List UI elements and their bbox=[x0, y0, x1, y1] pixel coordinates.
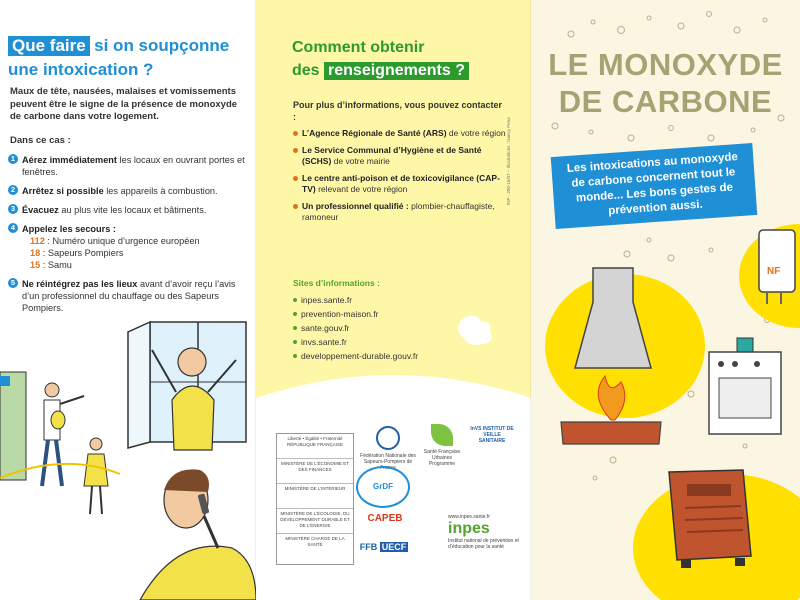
fnspf-text: Fédération Nationale des Sapeurs-Pompiers de France bbox=[360, 453, 416, 471]
site-link-text: prevention-maison.fr bbox=[301, 309, 379, 319]
step-item bbox=[8, 278, 252, 314]
left-heading-text: si on soupçonne bbox=[94, 36, 230, 55]
sites-heading: Sites d’informations : bbox=[293, 278, 380, 288]
site-link-text: inpes.sante.fr bbox=[301, 295, 353, 305]
fnspf-emblem-icon bbox=[376, 426, 400, 450]
step-item bbox=[8, 223, 252, 271]
bullet-icon bbox=[293, 326, 297, 330]
ffb-uecf-logo bbox=[356, 540, 412, 554]
contact-item bbox=[293, 128, 511, 139]
leaf-icon bbox=[431, 424, 453, 446]
step-item bbox=[8, 154, 252, 178]
bullet-icon bbox=[293, 204, 298, 209]
bullet-icon bbox=[293, 298, 297, 302]
contact-text: relevant de votre région bbox=[315, 184, 408, 194]
rf-cell: MINISTÈRE DE L’ÉCONOMIE ET DES FINANCES bbox=[277, 459, 353, 484]
step-item bbox=[8, 185, 252, 197]
middle-intro: Pour plus d’informations, vous pouvez contacter : bbox=[293, 100, 503, 122]
republique-francaise-logo bbox=[276, 433, 354, 565]
step-bold: Évacuez bbox=[22, 205, 59, 215]
step-text: les appareils à combustion. bbox=[103, 186, 218, 196]
emergency-label: : Sapeurs Pompiers bbox=[40, 248, 124, 258]
steps-list bbox=[8, 154, 252, 321]
cases-label: Dans ce cas : bbox=[10, 135, 71, 146]
step-number: 4 bbox=[8, 223, 18, 233]
smoke-puff-icon bbox=[458, 315, 492, 345]
step-item bbox=[8, 204, 252, 216]
opening-window-illustration bbox=[128, 322, 246, 450]
emergency-item bbox=[30, 235, 252, 247]
step-text: au plus vite les locaux et bâtiments. bbox=[58, 205, 207, 215]
contact-text: plombier-chauffagiste, ramoneur bbox=[302, 201, 495, 222]
capeb-logo: CAPEB bbox=[367, 513, 403, 524]
emergency-number: 112 bbox=[30, 236, 45, 246]
left-heading-text-2: une intoxication ? bbox=[8, 60, 154, 79]
contact-item bbox=[293, 145, 511, 167]
inpes-subtitle: Institut national de prévention et d’éducation pour la santé bbox=[448, 538, 519, 550]
contact-bold: Le centre anti-poison et de toxicovigilance (CAP-TV) bbox=[302, 173, 500, 194]
bullet-icon bbox=[293, 340, 297, 344]
rf-cell: MINISTÈRE CHARGÉ DE LA SANTÉ bbox=[285, 536, 345, 547]
contact-text: de votre mairie bbox=[331, 156, 390, 166]
left-panel bbox=[0, 0, 256, 600]
contact-bold: L’Agence Régionale de Santé (ARS) bbox=[302, 128, 447, 138]
invs-text: InVS INSTITUT DE VEILLE SANITAIRE bbox=[470, 426, 514, 444]
step-bold: Arrêtez si possible bbox=[22, 186, 104, 196]
contacts-list bbox=[293, 128, 511, 229]
step-bold: Ne réintégrez pas les lieux bbox=[22, 279, 138, 289]
site-link[interactable] bbox=[293, 293, 418, 307]
middle-panel bbox=[256, 0, 531, 600]
right-panel bbox=[531, 0, 800, 600]
left-intro: Maux de tête, nausées, malaises et vomissements peuvent être le signe de la présence de monoxyde de carbone dans votre logement. bbox=[10, 86, 238, 122]
step-number: 1 bbox=[8, 154, 18, 164]
site-link-text: sante.gouv.fr bbox=[301, 323, 350, 333]
contact-item bbox=[293, 201, 511, 223]
middle-heading-highlight: renseignements ? bbox=[324, 62, 469, 80]
prevention-banner: Les intoxications au monoxyde de carbone concernent tout le monde... Les bons gestes de prévention aussi. bbox=[551, 143, 758, 229]
left-heading-highlight: Que faire bbox=[8, 36, 90, 56]
middle-heading bbox=[292, 36, 512, 82]
sites-list bbox=[293, 293, 418, 363]
site-link-text: invs.sante.fr bbox=[301, 337, 347, 347]
boiler-label: NF bbox=[767, 266, 781, 277]
emergency-number: 18 bbox=[30, 248, 41, 258]
emergency-item bbox=[30, 259, 252, 271]
sante-programme-logo bbox=[422, 424, 462, 467]
panel-wave bbox=[256, 375, 531, 398]
brochure-title bbox=[531, 46, 800, 120]
bullet-icon bbox=[293, 148, 298, 153]
site-link-text: developpement-durable.gouv.fr bbox=[301, 351, 419, 361]
family-evacuating-illustration bbox=[0, 372, 120, 514]
site-link[interactable] bbox=[293, 335, 418, 349]
step-bold: Appelez les secours : bbox=[22, 224, 116, 234]
step-bold: Aérez immédiatement bbox=[22, 155, 117, 165]
step-text: avant d’avoir reçu l’avis d’un professionnel du chauffage ou des Sapeurs Pompiers. bbox=[22, 279, 236, 313]
rf-cell: Liberté • Égalité • Fraternité RÉPUBLIQUE FRANÇAISE bbox=[277, 434, 353, 459]
ffb-text: FFB bbox=[359, 542, 378, 552]
bullet-icon bbox=[293, 176, 298, 181]
site-link[interactable] bbox=[293, 321, 418, 335]
print-reference: INP - 200-16/07 – Illustrations : Nancy Pena bbox=[506, 117, 511, 205]
inpes-logo bbox=[448, 514, 520, 550]
emergency-list bbox=[22, 235, 252, 271]
emergency-label: : Samu bbox=[40, 260, 72, 270]
contact-item bbox=[293, 173, 511, 195]
fnspf-logo bbox=[360, 426, 416, 471]
middle-heading-des: des bbox=[292, 62, 320, 79]
step-number: 5 bbox=[8, 278, 18, 288]
rf-cell: MINISTÈRE DE L’INTÉRIEUR bbox=[277, 484, 353, 509]
emergency-item bbox=[30, 247, 252, 259]
step-number: 3 bbox=[8, 204, 18, 214]
invs-logo bbox=[470, 426, 514, 444]
inpes-url: www.inpes.sante.fr bbox=[448, 514, 490, 520]
bullet-icon bbox=[293, 312, 297, 316]
middle-heading-line1: Comment obtenir bbox=[292, 39, 425, 56]
man-on-phone-illustration bbox=[140, 469, 256, 600]
grdf-logo: GrDF bbox=[356, 466, 410, 508]
rf-cell: MINISTÈRE DE L’ÉCOLOGIE, DU DÉVELOPPEMENT DURABLE ET DE L’ÉNERGIE bbox=[277, 509, 353, 534]
emergency-label: : Numéro unique d’urgence européen bbox=[44, 236, 200, 246]
left-heading bbox=[8, 34, 248, 82]
site-link[interactable] bbox=[293, 349, 418, 363]
step-text: les locaux en ouvrant portes et fenêtres. bbox=[22, 155, 245, 177]
contact-bold: Le Service Communal d’Hygiène et de Santé (SCHS) bbox=[302, 145, 482, 166]
uecf-text: UECF bbox=[381, 542, 407, 552]
bullet-icon bbox=[293, 131, 298, 136]
stove-illustration bbox=[709, 338, 781, 434]
step-number: 2 bbox=[8, 185, 18, 195]
contact-text: de votre région bbox=[446, 128, 506, 138]
emergency-number: 15 bbox=[30, 260, 41, 270]
bullet-icon bbox=[293, 354, 297, 358]
title-line-2: DE CARBONE bbox=[558, 84, 773, 119]
partner-logos bbox=[256, 398, 531, 600]
space-heater-illustration bbox=[669, 470, 751, 568]
site-link[interactable] bbox=[293, 307, 418, 321]
contact-bold: Un professionnel qualifié : bbox=[302, 201, 409, 211]
inpes-name: inpes bbox=[448, 520, 490, 537]
title-line-1: LE MONOXYDE bbox=[548, 47, 783, 82]
sante-programme-text: Santé Française Urbaines Programme bbox=[423, 449, 461, 467]
